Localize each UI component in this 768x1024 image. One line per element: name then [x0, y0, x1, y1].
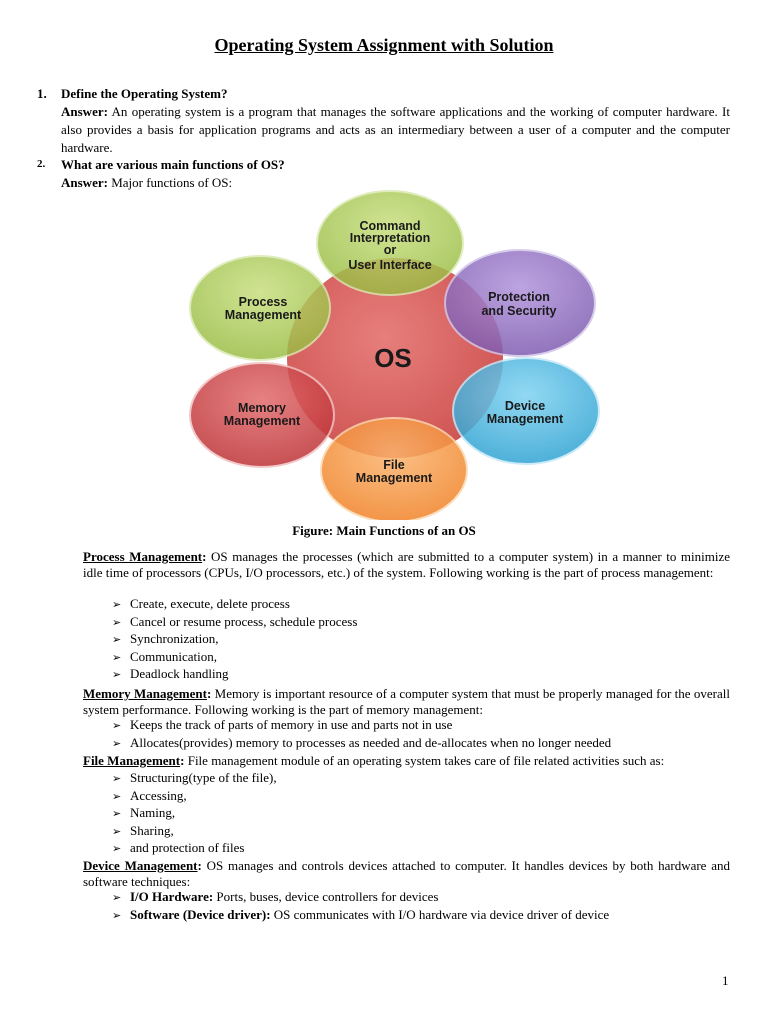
- memory-management-colon: :: [206, 686, 212, 701]
- answer-2-text: Major functions of OS:: [111, 175, 233, 190]
- list-item: [112, 787, 277, 805]
- command-label-1: Command: [359, 219, 421, 233]
- page-title: Operating System Assignment with Solution: [214, 35, 554, 55]
- question-2-number: 2.: [37, 158, 46, 170]
- device-management-heading: Device Management: [83, 858, 198, 873]
- list-item-text: Synchronization,: [130, 631, 219, 647]
- bullet-arrow-icon: ➢: [112, 908, 122, 922]
- list-item-text: Allocates(provides) memory to processes as needed and de-allocates when no longer needed: [130, 734, 612, 750]
- protection-label-1: Protection: [488, 290, 550, 304]
- list-item: [112, 769, 277, 787]
- bullet-arrow-icon: ➢: [112, 719, 122, 732]
- list-item-text: Communication,: [130, 648, 218, 664]
- list-item-label: Software (Device driver):: [130, 906, 271, 922]
- protection-label-2: and Security: [481, 304, 557, 318]
- list-item-text: Sharing,: [130, 822, 174, 838]
- page-number: 1: [722, 973, 729, 988]
- file-label-2: Management: [355, 471, 433, 485]
- question-1-text: Define the Operating System?: [61, 86, 228, 101]
- bullet-arrow-icon: ➢: [112, 807, 122, 821]
- device-label-2: Management: [486, 412, 564, 426]
- figure-caption: Figure: Main Functions of an OS: [292, 523, 476, 538]
- bullet-arrow-icon: ➢: [112, 615, 122, 629]
- os-functions-diagram: [180, 190, 610, 520]
- list-item-text: and protection of files: [130, 840, 245, 856]
- list-item: [112, 839, 277, 857]
- list-item-label: I/O Hardware:: [130, 889, 214, 904]
- list-item: [112, 613, 357, 631]
- device-management-paragraph: [83, 858, 730, 890]
- device-label-1: Device: [504, 399, 546, 413]
- process-management-paragraph: [83, 549, 730, 581]
- list-item-text: Create, execute, delete process: [130, 596, 290, 611]
- device-management-colon: :: [197, 858, 202, 873]
- command-label-2: Interpretation: [349, 231, 431, 245]
- process-label-1: Process: [238, 295, 288, 309]
- process-label-2: Management: [224, 308, 302, 322]
- bullet-arrow-icon: ➢: [112, 842, 122, 856]
- answer-1: [61, 103, 730, 157]
- device-management-text: OS manages and controls devices attached to computer. It handles devices by both hardware and software techniques:: [83, 858, 730, 889]
- bullet-arrow-icon: ➢: [112, 789, 122, 803]
- list-item-text: OS communicates with I/O hardware via device driver of device: [270, 906, 610, 922]
- question-2-text: What are various main functions of OS?: [61, 157, 285, 172]
- bullet-arrow-icon: ➢: [112, 824, 122, 838]
- bullet-arrow-icon: ➢: [112, 598, 122, 611]
- memory-management-heading: Memory Management: [83, 686, 207, 701]
- memory-management-paragraph: [83, 686, 730, 718]
- bullet-arrow-icon: ➢: [112, 668, 122, 682]
- answer-1-label: Answer:: [61, 104, 108, 119]
- process-management-colon: :: [202, 549, 207, 564]
- bullet-arrow-icon: ➢: [112, 736, 122, 750]
- memory-label-1: Memory: [238, 401, 286, 415]
- file-management-paragraph: [83, 753, 730, 769]
- list-item-text: Accessing,: [130, 787, 187, 803]
- file-management-heading: File Management: [83, 753, 181, 768]
- list-item-text: Deadlock handling: [130, 666, 229, 682]
- list-item: [112, 595, 357, 613]
- list-item-text: Cancel or resume process, schedule process: [130, 613, 358, 629]
- file-management-text: File management module of an operating system takes care of file related activities such as:: [184, 753, 665, 768]
- command-label-3: or: [383, 243, 397, 257]
- answer-2-label: Answer:: [61, 175, 108, 190]
- memory-label-2: Management: [223, 414, 301, 428]
- process-management-text: OS manages the processes (which are submitted to a computer system) in a manner to minimize idle time of processors (CPUs, I/O processors, etc.) of the system. Following working is the part of process management:: [83, 549, 730, 580]
- memory-management-text: Memory is important resource of a computer system that must be properly managed for the overall system performance. Following working is the part of memory management:: [83, 686, 730, 717]
- list-item-text: Ports, buses, device controllers for devices: [213, 889, 439, 904]
- bullet-arrow-icon: ➢: [112, 650, 122, 664]
- file-management-colon: :: [180, 753, 185, 768]
- question-1-number: 1.: [37, 86, 47, 101]
- file-management-list: [112, 769, 277, 857]
- memory-management-list: [112, 716, 611, 751]
- list-item: [112, 716, 611, 734]
- list-item-text: Keeps the track of parts of memory in use and parts not in use: [130, 717, 453, 732]
- process-management-list: [112, 595, 357, 683]
- bullet-arrow-icon: ➢: [112, 891, 122, 904]
- list-item: [112, 888, 609, 906]
- bullet-arrow-icon: ➢: [112, 633, 122, 647]
- list-item: [112, 822, 277, 840]
- file-label-1: File: [383, 458, 405, 472]
- bullet-arrow-icon: ➢: [112, 772, 122, 785]
- process-management-heading: Process Management: [83, 549, 203, 564]
- list-item: [112, 630, 357, 648]
- list-item-text: Structuring(type of the file),: [130, 770, 277, 785]
- list-item-text: Naming,: [130, 805, 176, 821]
- command-label-4: User Interface: [348, 258, 432, 272]
- os-center-label: OS: [374, 343, 412, 373]
- list-item: [112, 665, 357, 683]
- answer-1-text: An operating system is a program that manages the software applications and the working of computer hardware. It also provides a basis for application programs and acts as an intermediary between a user of a computer and the computer hardware.: [61, 104, 730, 155]
- list-item: [112, 906, 609, 924]
- device-management-list: [112, 888, 609, 923]
- list-item: [112, 804, 277, 822]
- list-item: [112, 734, 611, 752]
- list-item: [112, 648, 357, 666]
